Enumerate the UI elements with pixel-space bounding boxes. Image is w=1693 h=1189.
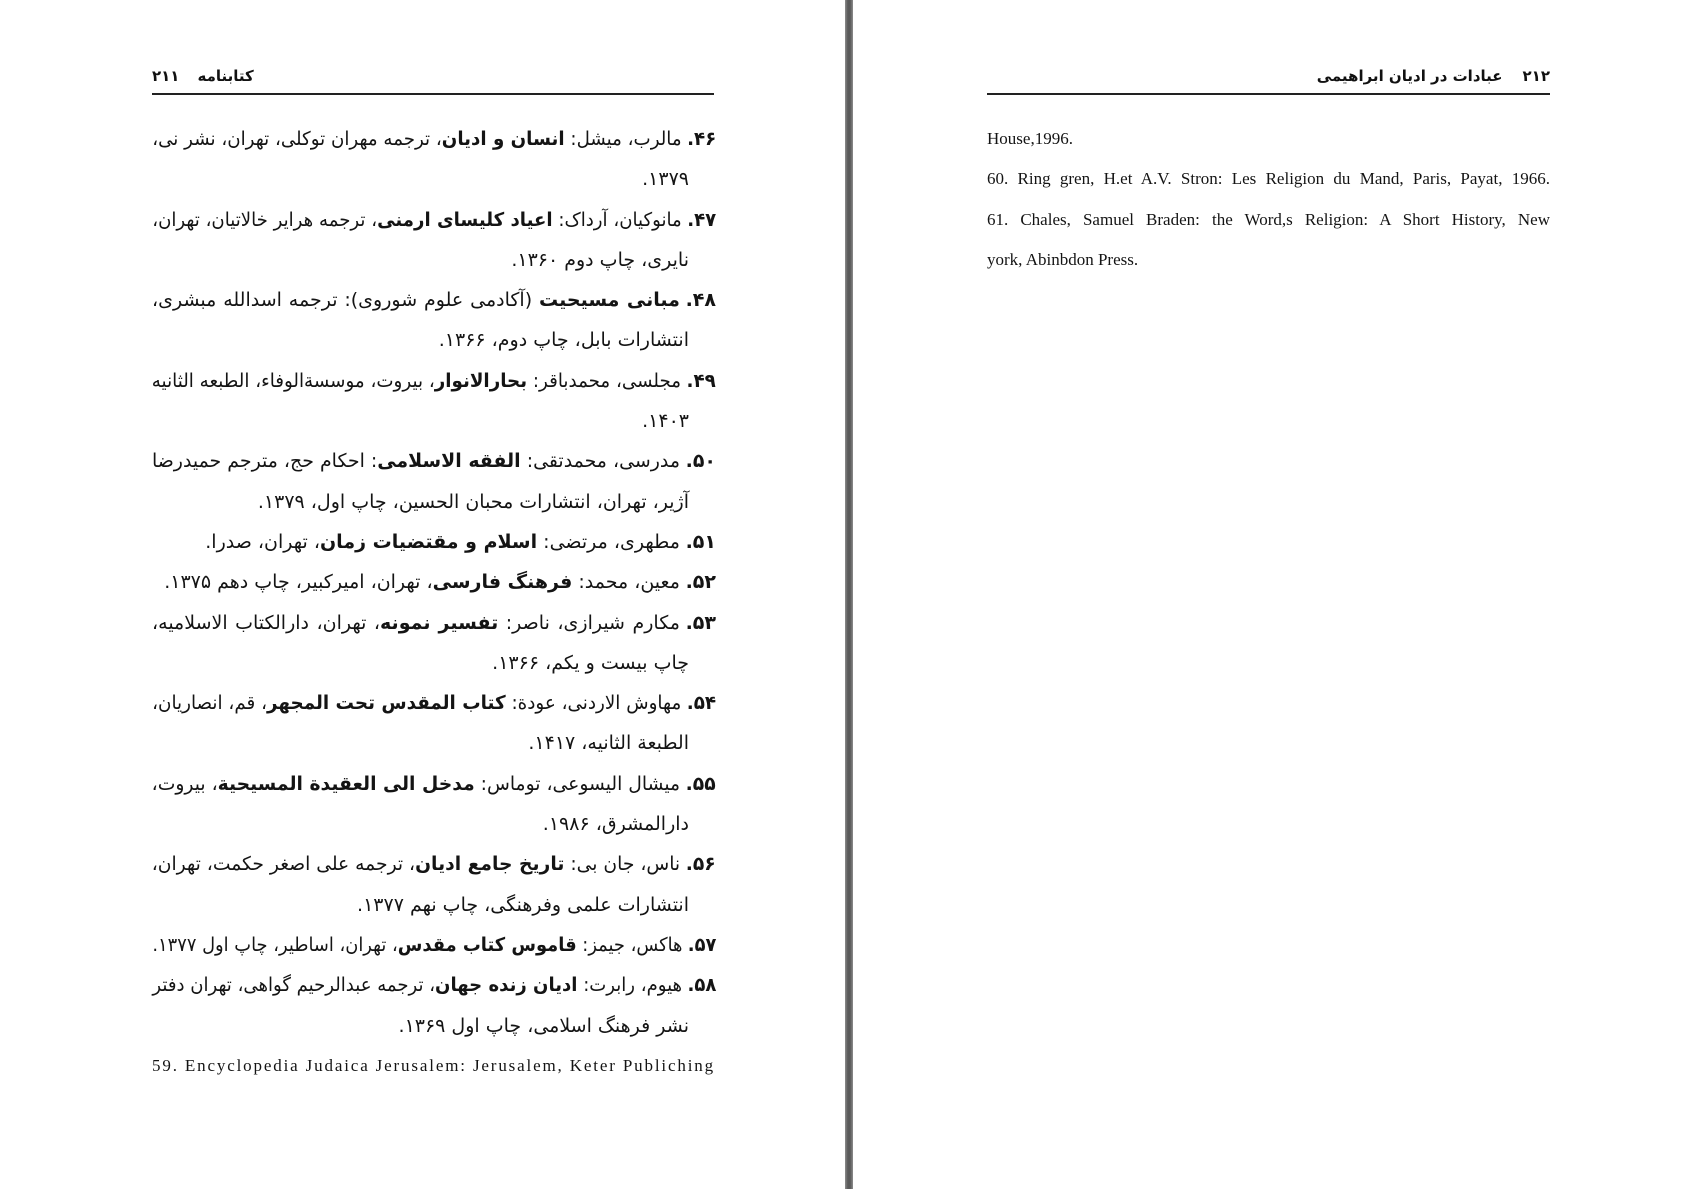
header-rule [152,93,714,95]
entry-line-text [205,522,716,562]
entry-first-line [152,441,716,481]
entry-author: مجلسی، محمدباقر: [527,369,682,392]
bibliography-entry [152,764,716,845]
entry-first-line [152,280,716,320]
entry-number: ۵۲. [685,571,716,594]
entry-author: مطهری، مرتضی: [537,530,680,553]
bibliography-entry [152,280,716,361]
bibliography-entry [152,925,716,965]
entry-line-text: House,1996. [987,129,1073,148]
entry-number: ۴۸. [685,289,716,312]
entry-continuation-line [152,401,716,441]
entry-continuation-line [987,240,1550,280]
bibliography-entry [152,441,716,522]
entry-author: هاکس، جیمز: [576,933,683,956]
entry-number: ۵۵. [685,772,716,795]
left-page [0,0,845,1189]
entry-continuation-line [152,1006,716,1046]
entry-line-text [152,965,716,1005]
entry-title: اعیاد کلیسای ارمنی [376,208,553,231]
entry-author: مدرسی، محمدتقی: [520,450,681,473]
entry-title: تاریخ جامع ادیان [415,853,565,876]
header-rule [987,93,1550,95]
entry-title: تفسیر نمونه [380,611,499,634]
entry-continuation-line [152,643,716,683]
entry-number: ۵۳. [685,611,716,634]
entry-details: ، ترجمه مهران توکلی، تهران، نشر نی، [152,128,442,150]
entry-continuation-line [152,320,716,360]
entry-first-line [152,200,716,240]
entry-details: ، تهران، امیرکبیر، چاپ دهم ۱۳۷۵. [164,571,433,594]
bibliography-entry [152,361,716,442]
running-title: عبادات در ادیان ابراهیمی [1316,67,1503,85]
entry-line-text [152,361,716,401]
entry-number: ۵۶. [686,853,716,876]
entry-line-text [152,441,716,481]
running-title: کتابنامه [197,67,254,85]
bibliography-entry [152,200,716,281]
running-header [152,62,714,90]
entry-title: مدخل الی العقیدة المسیحیة [217,772,476,795]
entry-author: مانوکیان، آرداک: [552,208,682,231]
latin-bibliography-entry [152,1046,716,1086]
entry-number: ۴۷. [686,208,716,231]
entry-continuation-text: نایری، چاپ دوم ۱۳۶۰. [511,248,689,271]
entry-continuation-line [152,723,716,763]
entry-line-text: 59. Encyclopedia Judaica Jerusalem: Jerusalem, Keter Publiching [152,1055,715,1075]
entry-line-text [152,844,716,884]
bibliography-entry [152,965,716,1046]
entry-details: ، تهران، اساطیر، چاپ اول ۱۳۷۷. [152,933,398,956]
entry-number: ۵۱. [685,530,716,553]
entry-continuation-text: الطبعة الثانیه، ۱۴۱۷. [528,732,689,755]
entry-line-text [152,683,716,723]
entry-line-text [152,764,716,804]
entry-continuation-line [152,885,716,925]
entry-details: ، تهران، صدرا. [205,530,320,553]
bibliography-entry [152,844,716,925]
entry-first-line [152,764,716,804]
bibliography-entry [152,562,716,602]
entry-details: ، ترجمه هرایر خالاتیان، تهران، [152,208,377,231]
entry-details: ، بیروت، [152,772,218,795]
entry-continuation-text: انتشارات بابل، چاپ دوم، ۱۳۶۶. [438,329,689,352]
entry-title: قاموس کتاب مقدس [397,933,577,956]
entry-continuation-text: چاپ بیست و یکم، ۱۳۶۶. [492,651,689,674]
entry-continuation-text: ۱۳۷۹. [642,168,689,191]
entry-title: انسان و ادیان [441,128,565,150]
entry-number: ۵۸. [687,974,716,997]
entry-number: ۴۶. [686,128,716,150]
entry-first-line [152,361,716,401]
entry-title: فرهنگ فارسی [432,571,573,594]
entry-title: کتاب المقدس تحت المجهر [266,692,506,715]
entry-line-text: york, Abinbdon Press. [987,249,1139,269]
entry-number: ۴۹. [686,369,716,392]
entry-title: بحارالانوار [434,369,528,392]
entry-author: مالرب، میشل: [564,128,682,150]
entry-continuation-text: ۱۴۰۳. [642,410,689,433]
book-spine-gutter [845,0,853,1189]
entry-author: هیوم، رابرت: [577,974,682,997]
bibliography-entry [152,522,716,562]
entry-continuation-line [152,159,716,199]
entry-first-line [152,965,716,1005]
entry-line-text [152,280,716,320]
entry-continuation-text: انتشارات علمی وفرهنگی، چاپ نهم ۱۳۷۷. [357,893,689,916]
entry-first-line [152,925,716,965]
entry-number: ۵۴. [686,692,716,715]
bibliography-entry [152,683,716,764]
right-page [853,0,1693,1189]
entry-title: الفقه الاسلامی [377,450,521,473]
entry-details: ، تهران، دارالکتاب الاسلامیه، [152,611,381,634]
entry-line-text [152,200,716,240]
entry-line-text [164,562,716,602]
entry-line-text: 61. Chales, Samuel Braden: the Word,s Religion: A Short History, New [987,209,1550,229]
entry-details: ، قم، انصاریان، [152,692,267,715]
page-number: ۲۱۱ [152,67,180,85]
entry-line-text [152,119,716,159]
bibliography-list [152,119,716,1086]
entry-continuation-text: دارالمشرق، ۱۹۸۶. [542,813,689,836]
entry-continuation-line [152,240,716,280]
entry-number: ۵۷. [687,933,716,956]
entry-title: اسلام و مقتضیات زمان [319,530,538,553]
entry-first-line [152,603,716,643]
entry-first-line [152,562,716,602]
bibliography-entry [152,119,716,200]
entry-author: مکارم شیرازی، ناصر: [498,611,680,634]
entry-first-line [152,522,716,562]
entry-details: ، ترجمه علی اصغر حکمت، تهران، [152,853,416,876]
entry-continuation-line [152,804,716,844]
entry-details: ، ترجمه عبدالرحیم گواهی، تهران دفتر [152,974,435,997]
page-number: ۲۱۲ [1522,67,1550,85]
entry-author: ناس، جان بی: [564,853,681,876]
entry-line-text: 60. Ring gren, H.et A.V. Stron: Les Religion du Mand, Paris, Payat, 1966. [987,169,1550,189]
entry-author: میشال الیسوعی، توماس: [475,772,681,795]
bibliography-entry [152,603,716,684]
entry-first-line [152,119,716,159]
entry-first-line [152,683,716,723]
entry-line-text [152,603,716,643]
entry-continuation-text: آژیر، تهران، انتشارات محبان الحسین، چاپ اول، ۱۳۷۹. [257,490,689,513]
entry-first-line [152,844,716,884]
entry-line-text [152,925,716,965]
entry-continuation-line [987,119,1550,159]
entry-number: ۵۰. [685,450,716,473]
entry-details: ، بیروت، موسسةالوفاء، الطبعه الثانیه [152,369,435,392]
entry-continuation-text: نشر فرهنگ اسلامی، چاپ اول ۱۳۶۹. [398,1014,689,1037]
entry-details: (آکادمی علوم شوروی): ترجمه اسدالله مبشری، [151,289,539,312]
entry-continuation-line [152,482,716,522]
entry-author: معین، محمد: [572,571,680,594]
running-header [987,62,1550,90]
entry-author: مهاوش الاردنی، عودة: [505,692,682,715]
bibliography-list [987,119,1550,280]
entry-title: ادیان زنده جهان [434,974,578,997]
entry-title: مبانی مسیحیت [539,289,680,312]
bibliography-entry [987,200,1550,240]
bibliography-entry [987,159,1550,199]
entry-details: : احکام حج، مترجم حمیدرضا [152,450,378,473]
